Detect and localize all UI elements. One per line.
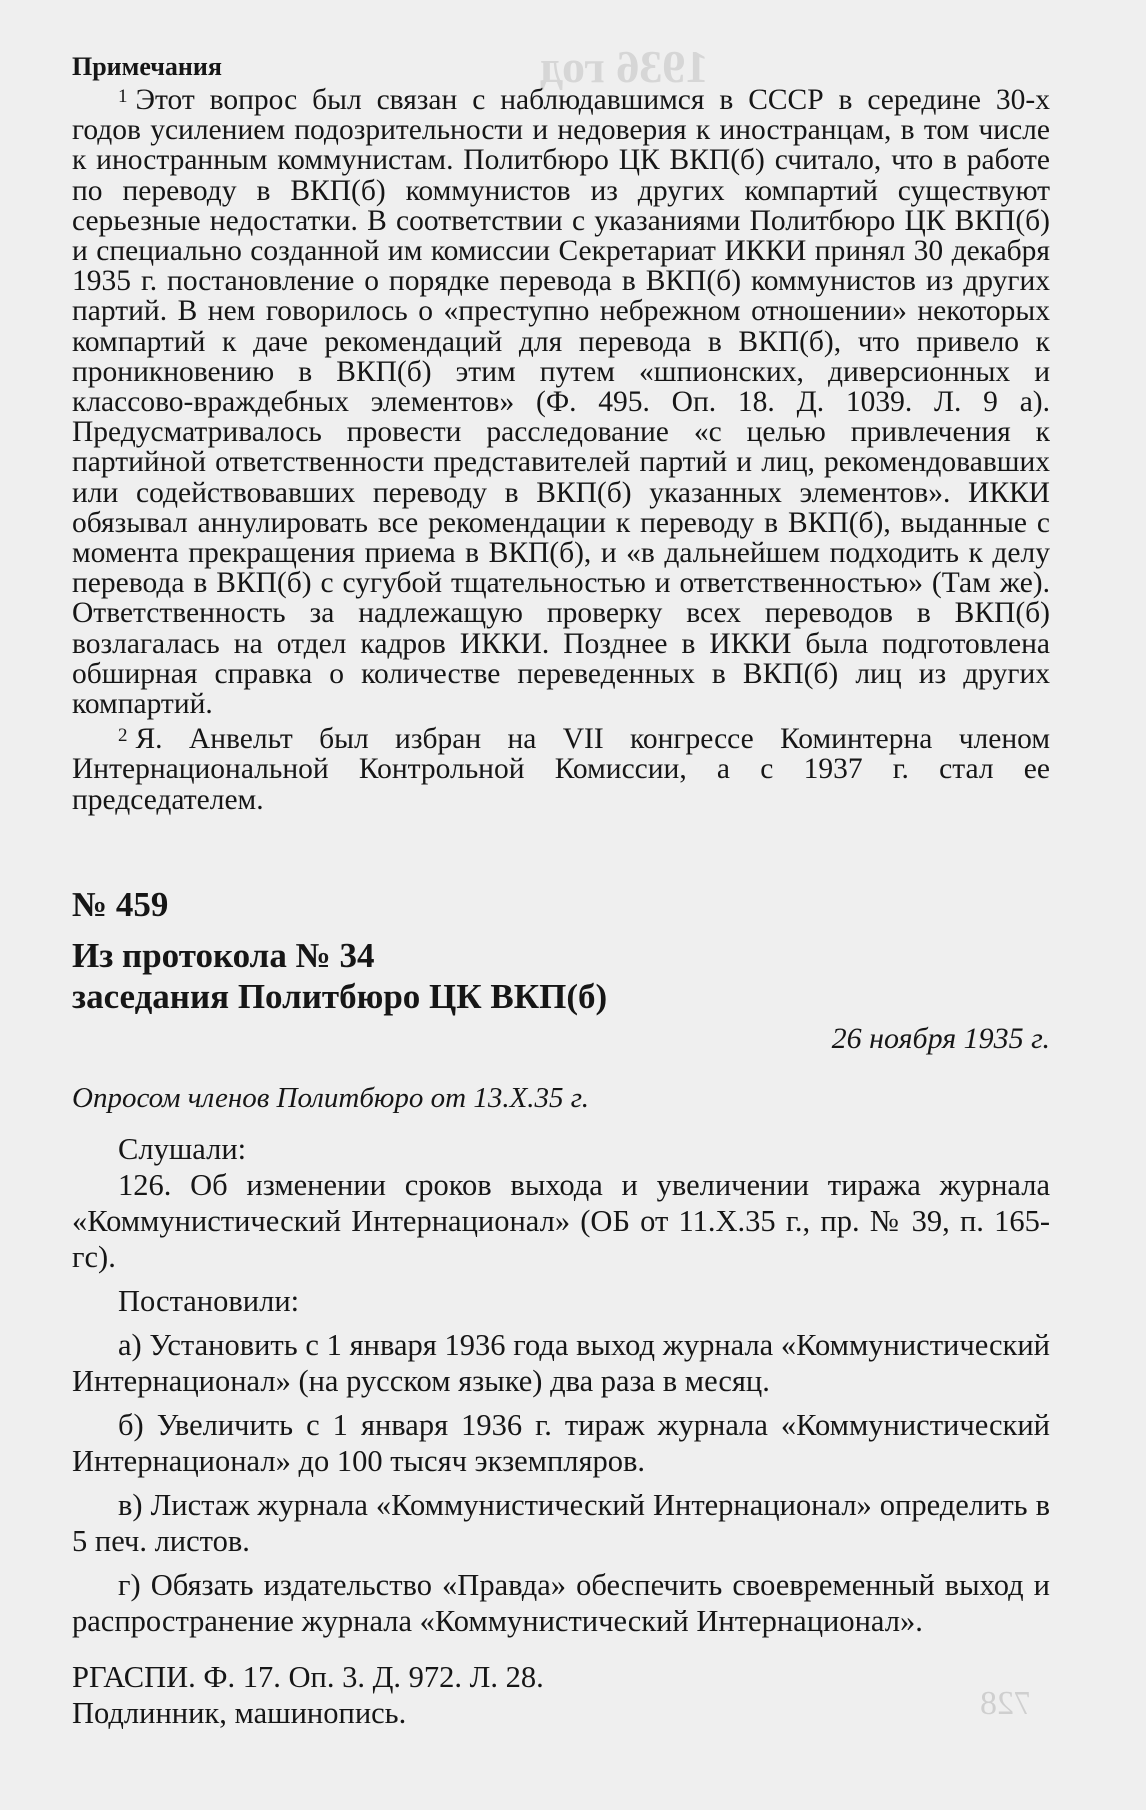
- notes-section: [72, 52, 1050, 815]
- document-page: [72, 52, 1050, 1731]
- resolved-label: Постановили:: [118, 1283, 300, 1318]
- note-2: [72, 724, 1050, 815]
- note-2-text: Я. Анвельт был избран на VII конгрессе Коминтерна членом Интернациональной Контрольной Комиссии, а с 1937 г. стал ее председателем.: [72, 723, 1050, 816]
- note-1-text: Этот вопрос был связан с наблюдавшимся в СССР в середине 30-х годов усилением подозрительности и недоверия к иностранцам, в том числе к иностранным коммунистам. Политбюро ЦК ВКП(б) считало, что в работе по переводу в ВКП(б) коммунистов из других компартий существуют серьезные недостатки. В соответствии с указаниями Политбюро ЦК ВКП(б) и специально созданной им комиссии Секретариат ИККИ принял 30 декабря 1935 г. постановление о порядке перевода в ВКП(б) коммунистов из других партий. В нем говорилось о «преступно небрежном отношении» некоторых компартий к даче рекомендаций для перевода в ВКП(б), что привело к проникновению в ВКП(б) этим путем «шпионских, диверсионных и классово-враждебных элементов» (Ф. 495. Оп. 18. Д. 1039. Л. 9 а). Предусматривалось провести расследование «с целью привлечения к партийной ответственности представителей партий и лиц, рекомендовавших или содействовавших переводу в ВКП(б) указанных элементов». ИККИ обязывал аннулировать все рекомендации к переводу в ВКП(б), выданные с момента прекращения приема в ВКП(б), и «в дальнейшем подходить к делу перевода в ВКП(б) с сугубой тщательностью и ответственностью» (Там же). Ответственность за надлежащую проверку всех переводов в ВКП(б) возлагалась на отдел кадров ИККИ. Позднее в ИККИ была подготовлена обширная справка о количестве переведенных в ВКП(б) лиц из других компартий.: [72, 84, 1050, 721]
- resolution-item-a: а) Установить с 1 января 1936 года выход журнала «Коммунистический Интернационал» (на русском языке) два раза в месяц.: [72, 1327, 1050, 1398]
- document-number: № 459: [72, 884, 169, 924]
- archive-source: [72, 1659, 1050, 1731]
- document-title-line-1: Из протокола № 34: [72, 935, 375, 975]
- document-title-line-2: заседания Политбюро ЦК ВКП(б): [72, 976, 608, 1016]
- document-title: [72, 935, 1050, 1017]
- resolution-item-b: б) Увеличить с 1 января 1936 г. тираж журнала «Коммунистический Интернационал» до 100 тысяч экземпляров.: [72, 1407, 1050, 1478]
- note-1-marker: 1: [118, 86, 128, 107]
- bleed-through-header: 1936 год: [540, 41, 709, 92]
- archive-reference: РГАСПИ. Ф. 17. Оп. 3. Д. 972. Л. 28.: [72, 1659, 544, 1694]
- note-1: [72, 85, 1050, 719]
- resolution-item-d: г) Обязать издательство «Правда» обеспечить своевременный выход и распространение журнала «Коммунистический Интернационал».: [72, 1567, 1050, 1638]
- document-section: [72, 885, 1050, 1731]
- heard-label: Слушали:: [118, 1131, 247, 1166]
- poll-line: Опросом членов Политбюро от 13.X.35 г.: [72, 1081, 589, 1114]
- heard-item: 126. Об изменении сроков выхода и увеличении тиража журнала «Коммунистический Интернационал» (ОБ от 11.X.35 г., пр. № 39, п. 165-гс).: [72, 1167, 1050, 1274]
- archive-original-note: Подлинник, машинопись.: [72, 1695, 407, 1730]
- notes-heading: Примечания: [72, 52, 222, 81]
- bleed-through-page-number: 728: [980, 1685, 1031, 1722]
- resolution-item-c: в) Листаж журнала «Коммунистический Интернационал» определить в 5 печ. листов.: [72, 1487, 1050, 1558]
- document-date: 26 ноября 1935 г.: [831, 1021, 1050, 1055]
- note-2-marker: 2: [118, 725, 128, 747]
